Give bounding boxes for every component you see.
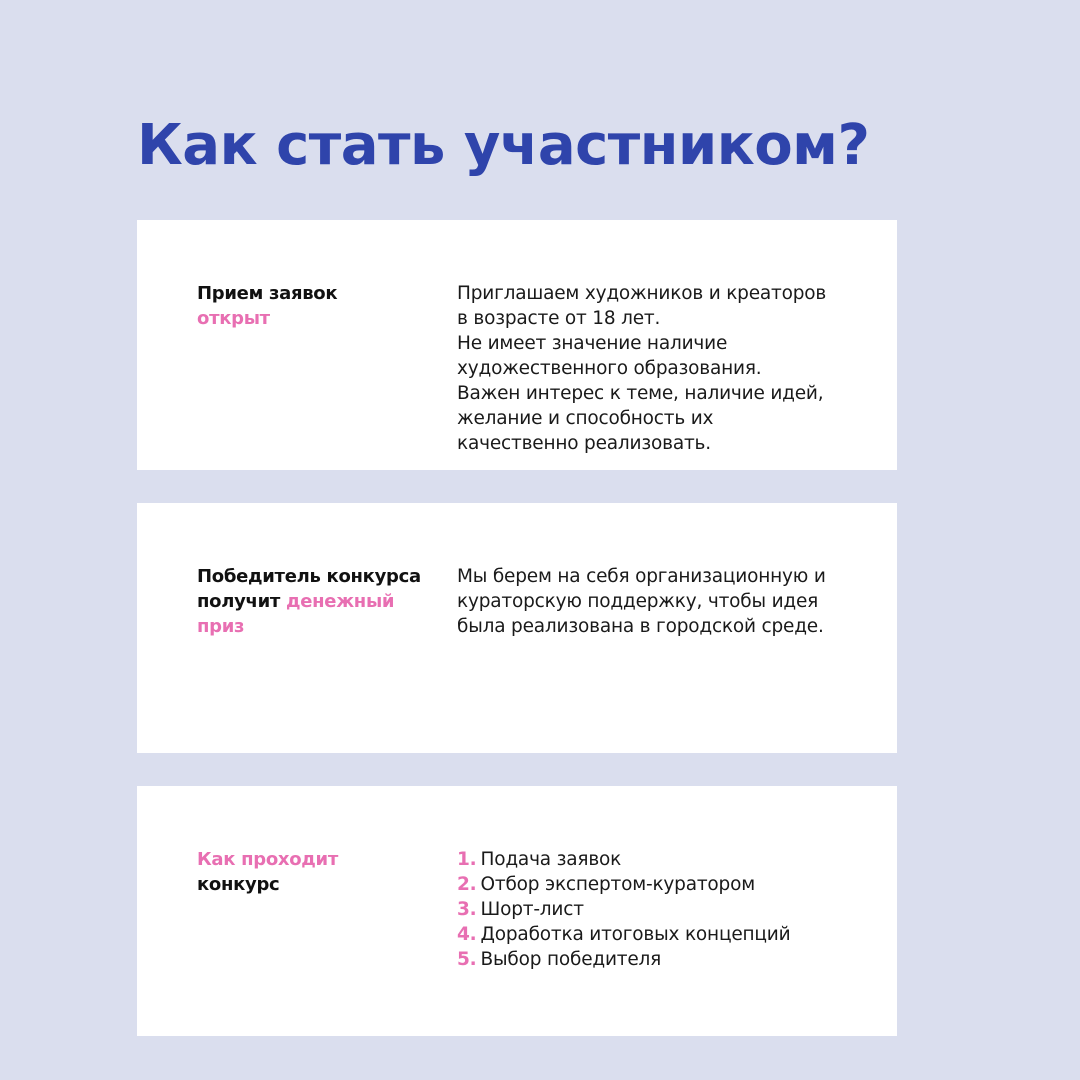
- heading-accent: денежный: [286, 591, 395, 612]
- step-number: 5.: [457, 949, 477, 970]
- step-number: 2.: [457, 874, 477, 895]
- card-description: [457, 281, 877, 456]
- description-line: качественно реализовать.: [457, 433, 711, 454]
- heading-accent: Как проходит: [197, 849, 338, 870]
- card-applications: [137, 220, 897, 470]
- step-text: Подача заявок: [480, 849, 622, 870]
- card-process: [137, 786, 897, 1036]
- step-number: 1.: [457, 849, 477, 870]
- card-prize: [137, 503, 897, 753]
- step-number: 4.: [457, 924, 477, 945]
- card-heading: [197, 281, 437, 331]
- list-item: [457, 872, 877, 897]
- step-text: Выбор победителя: [480, 949, 662, 970]
- card-description: [457, 564, 877, 639]
- heading-accent: открыт: [197, 308, 270, 329]
- heading-text: Прием заявок: [197, 283, 338, 304]
- page-title: Как стать участником?: [137, 113, 870, 178]
- steps-list: [457, 847, 877, 972]
- heading-text: конкурс: [197, 874, 280, 895]
- list-item: [457, 922, 877, 947]
- card-steps: [457, 847, 877, 972]
- card-heading: [197, 564, 437, 639]
- description-line: желание и способность их: [457, 408, 714, 429]
- description-line: Важен интерес к теме, наличие идей,: [457, 383, 824, 404]
- heading-text: получит: [197, 591, 281, 612]
- card-heading: [197, 847, 437, 897]
- description-line: Мы берем на себя организационную и: [457, 566, 826, 587]
- description-line: была реализована в городской среде.: [457, 616, 824, 637]
- heading-line: [197, 589, 437, 614]
- step-text: Шорт-лист: [480, 899, 584, 920]
- description-line: кураторскую поддержку, чтобы идея: [457, 591, 819, 612]
- description-line: Не имеет значение наличие: [457, 333, 728, 354]
- description-line: в возрасте от 18 лет.: [457, 308, 661, 329]
- step-number: 3.: [457, 899, 477, 920]
- description-line: художественного образования.: [457, 358, 762, 379]
- list-item: [457, 847, 877, 872]
- step-text: Отбор экспертом-куратором: [480, 874, 755, 895]
- step-text: Доработка итоговых концепций: [480, 924, 791, 945]
- list-item: [457, 947, 877, 972]
- heading-text: Победитель конкурса: [197, 566, 421, 587]
- description-line: Приглашаем художников и креаторов: [457, 283, 827, 304]
- list-item: [457, 897, 877, 922]
- heading-accent: приз: [197, 616, 245, 637]
